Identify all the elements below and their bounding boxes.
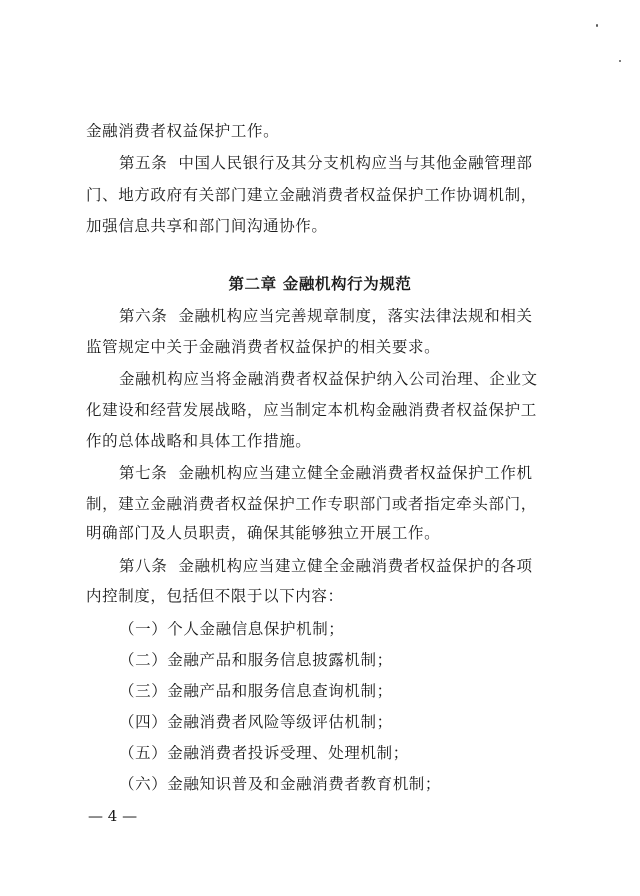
list-item: （五）金融消费者投诉受理、处理机制； bbox=[119, 744, 409, 762]
text-line: 第八条 金融机构应当建立健全金融消费者权益保护的各项 bbox=[119, 557, 533, 575]
list-item: （三）金融产品和服务信息查询机制； bbox=[119, 682, 393, 700]
list-item: （二）金融产品和服务信息披露机制； bbox=[119, 651, 393, 669]
scan-speck bbox=[596, 24, 598, 27]
text-line: 作的总体战略和具体工作措施。 bbox=[86, 432, 312, 450]
text-line: 金融机构应当将金融消费者权益保护纳入公司治理、企业文 bbox=[119, 370, 538, 388]
text-line: 第五条 中国人民银行及其分支机构应当与其他金融管理部 bbox=[119, 154, 533, 172]
text-line: 监管规定中关于金融消费者权益保护的相关要求。 bbox=[86, 338, 441, 356]
text-line: 金融消费者权益保护工作。 bbox=[86, 122, 280, 140]
list-item: （六）金融知识普及和金融消费者教育机制； bbox=[119, 775, 442, 793]
text-line: 内控制度，包括但不限于以下内容： bbox=[86, 587, 344, 605]
text-line: 化建设和经营发展战略，应当制定本机构金融消费者权益保护工 bbox=[86, 401, 537, 419]
list-item: （四）金融消费者风险等级评估机制； bbox=[119, 713, 393, 731]
page-number: — 4 — bbox=[88, 807, 138, 825]
list-item: （一）个人金融信息保护机制； bbox=[119, 620, 345, 638]
text-line: 门、地方政府有关部门建立金融消费者权益保护工作协调机制， bbox=[86, 186, 537, 204]
text-line: 制，建立金融消费者权益保护工作专职部门或者指定牵头部门， bbox=[86, 495, 537, 513]
text-line: 明确部门及人员职责，确保其能够独立开展工作。 bbox=[86, 524, 441, 542]
text-line: 第七条 金融机构应当建立健全金融消费者权益保护工作机 bbox=[119, 464, 533, 482]
text-line: 第六条 金融机构应当完善规章制度，落实法律法规和相关 bbox=[119, 307, 533, 325]
scan-speck bbox=[619, 60, 621, 62]
text-line: 加强信息共享和部门间沟通协作。 bbox=[86, 217, 328, 235]
chapter-heading: 第二章 金融机构行为规范 bbox=[228, 275, 412, 293]
